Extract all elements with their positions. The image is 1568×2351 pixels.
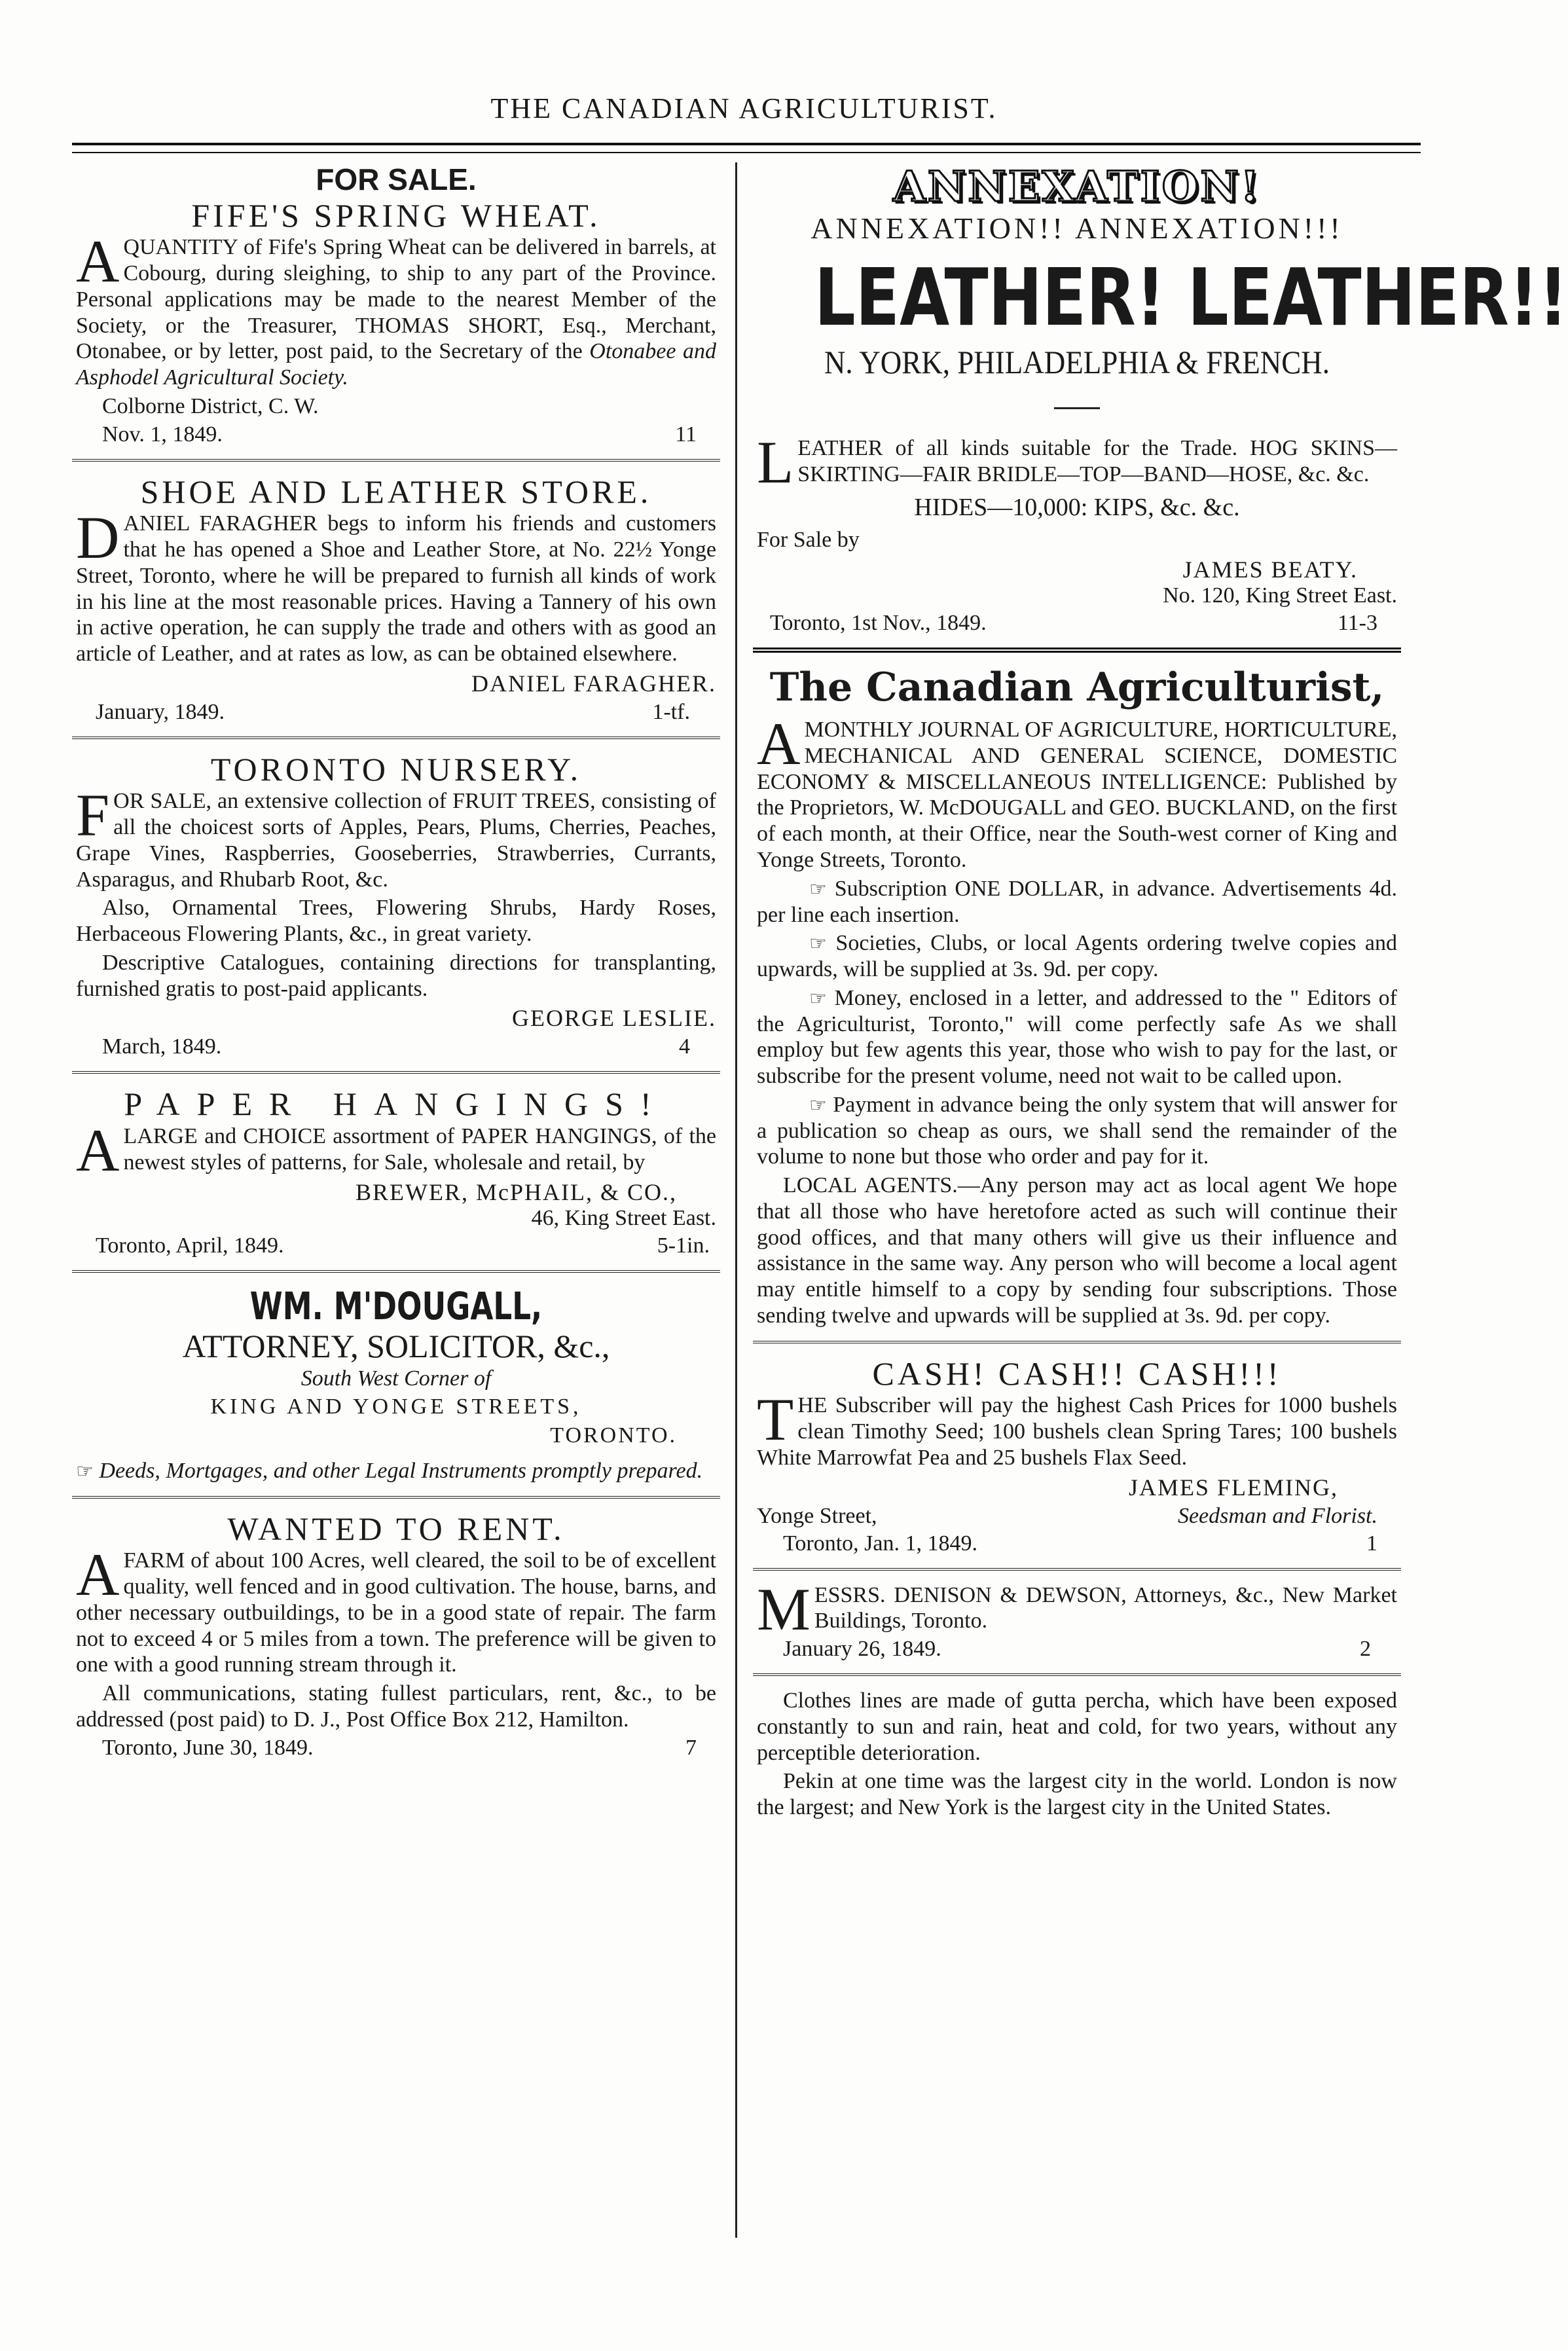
ad-separator — [753, 1568, 1401, 1571]
drop-cap: A — [76, 1116, 120, 1184]
ad-dateline: March, 1849. 4 — [102, 1034, 690, 1059]
journal-body: ☞ Subscription ONE DOLLAR, in advance. Advertisements 4d. per line each insertion. — [757, 876, 1398, 927]
ad-shoe-leather-store — [72, 473, 720, 725]
ad-subheading: ANNEXATION!! ANNEXATION!!! — [811, 211, 1343, 245]
ad-body: Descriptive Catalogues, containing directions for transplanting, furnished gratis to post-paid applicants. — [76, 950, 716, 1001]
ad-dateline: Toronto, April, 1849. 5-1in. — [96, 1233, 710, 1258]
ad-mcdougall — [72, 1285, 720, 1484]
ad-heading: SHOE AND LEATHER STORE. — [140, 473, 652, 510]
ad-signature: JAMES FLEMING, — [1128, 1474, 1338, 1501]
ad-separator — [72, 1270, 720, 1273]
ad-body: All communications, stating fullest particulars, rent, &c., to be addressed (post paid) to D. J., Post Office Box 212, Hamilton. — [76, 1681, 716, 1732]
journal-body: ☞ Payment in advance being the only system that will answer for a publication so cheap as ours, we shall send the remainder of the volume to none but those who order and pay for it. — [757, 1092, 1397, 1169]
ad-heading: PAPER HANGINGS! — [124, 1085, 668, 1123]
ad-district: Colborne District, C. W. — [102, 393, 319, 418]
ad-heading: WANTED TO RENT. — [227, 1510, 565, 1547]
ad-body: Also, Ornamental Trees, Flowering Shrubs, Hardy Roses, Herbaceous Flowering Plants, &c., in great variety. — [76, 896, 716, 947]
journal-body: AMONTHLY JOURNAL OF AGRICULTURE, HORTICULTURE, MECHANICAL AND GENERAL SCIENCE, DOMESTIC ECONOMY & MISCELLANEOUS INTELLIGENCE: Published by the Proprietors, W. McDOUGALL and GEO. BUCKLAND, on the first of each month, at their Office, near the South-west corner of King and Yonge Streets, Toronto. — [757, 710, 1398, 872]
journal-body: ☞ Societies, Clubs, or local Agents ordering twelve copies and upwards, will be supplied at 3s. 9d. per copy. — [757, 931, 1398, 982]
ad-signature: BREWER, McPHAIL, & CO., — [356, 1178, 677, 1205]
ad-body: ALARGE and CHOICE assortment of PAPER HANGINGS, of the newest styles of patterns, for Sale, wholesale and retail, by — [76, 1116, 716, 1184]
right-column — [753, 162, 1568, 1821]
drop-cap: M — [757, 1575, 811, 1643]
misc-note: Pekin at one time was the largest city in the world. London is now the largest; and New York is the largest city in the United States. — [757, 1769, 1397, 1820]
short-rule — [1054, 407, 1100, 409]
pointing-hand-icon: ☞ — [809, 1093, 827, 1117]
journal-title: The Canadian Agriculturist, — [769, 665, 1385, 711]
ad-signature: DANIEL FARAGHER. — [471, 670, 716, 697]
ad-body: THE Subscriber will pay the highest Cash Prices for 1000 bushels clean Timothy Seed; 100 bushels clean Spring Tares; 100 bushels White Marrowfat Pea and 25 bushels Flax Seed. — [757, 1386, 1397, 1470]
ad-body: AFARM of about 100 Acres, well cleared, the soil to be of excellent quality, well fenced and in good cultivation. The house, barns, and other necessary outbuildings, to be in a good state of repair. The farm not to exceed 4 or 5 miles from a town. The preference will be given to one with a good running stream through it. — [76, 1541, 716, 1677]
ad-body: AQUANTITY of Fife's Spring Wheat can be delivered in barrels, at Cobourg, during sleighing, to ship to any part of the Province. Personal applications may be made to the nearest Member of the Society, or the Treasurer, THOMAS SHORT, Esq., Merchant, Otonabee, or by letter, post paid, to the Secretary of the Otonabee and Asphodel Agricultural Society. — [76, 228, 717, 390]
column-divider — [735, 162, 737, 2238]
running-head: THE CANADIAN AGRICULTURIST. — [490, 92, 998, 124]
ad-note: ☞ Deeds, Mortgages, and other Legal Instruments promptly prepared. — [76, 1458, 703, 1483]
ad-heading: TORONTO NURSERY. — [210, 750, 582, 788]
ad-separator — [72, 459, 720, 462]
drop-cap: L — [757, 429, 794, 496]
ad-separator — [753, 1673, 1401, 1676]
drop-cap: A — [757, 710, 801, 778]
ad-subheading: FIFE'S SPRING WHEAT. — [191, 196, 601, 234]
ad-body: LEATHER of all kinds suitable for the Trade. HOG SKINS—SKIRTING—FAIR BRIDLE—TOP—BAND—HOSE, &c. &c. — [757, 429, 1397, 496]
ad-separator — [72, 1496, 720, 1499]
ad-dateline: Nov. 1, 1849. 11 — [102, 422, 697, 447]
ad-dateline: Toronto, June 30, 1849. 7 — [102, 1735, 697, 1760]
left-column — [72, 162, 720, 1760]
pointing-hand-icon: ☞ — [809, 877, 827, 901]
drop-cap: T — [757, 1386, 794, 1453]
ad-separator — [753, 647, 1401, 653]
ad-dateline: January 26, 1849. 2 — [783, 1637, 1371, 1662]
miscellany — [753, 1688, 1401, 1821]
pointing-hand-icon: ☞ — [76, 1459, 94, 1483]
ad-heading: WM. M'DOUGALL, — [249, 1283, 543, 1328]
journal-body: LOCAL AGENTS.—Any person may act as local agent We hope that all those who have heretofore acted as such will continue their good offices, and that many others will give us their influence and assistance in the same way. Any person who will become a local agent may entitle himself to a copy by sending four subscriptions. Those sending twelve and upwards will be supplied at 3s. 9d. per copy. — [757, 1173, 1397, 1328]
ad-dateline: Toronto, 1st Nov., 1849. 11-3 — [770, 611, 1377, 636]
ad-heading: FOR SALE. — [316, 162, 477, 196]
ad-fife-spring-wheat — [72, 162, 720, 447]
ad-wanted-to-rent — [72, 1510, 720, 1760]
ad-body: FOR SALE, an extensive collection of FRUIT TREES, consisting of all the choicest sorts of Apples, Pears, Plums, Cherries, Peaches, Grape Vines, Raspberries, Gooseberries, Strawberries, Currants, Asparagus, and Rhubarb Root, &c. — [76, 782, 716, 892]
journal-body: ☞ Money, enclosed in a letter, and addressed to the " Editors of the Agriculturist, Toronto," will come perfectly safe As we shall employ but few agents this year, those who wish to pay for the last, or subscribe for the present volume, need not wait to be called upon. — [757, 985, 1397, 1089]
ad-origins: N. YORK, PHILADELPHIA & FRENCH. — [824, 343, 1330, 380]
ad-heading: ANNEXATION! — [893, 162, 1261, 211]
ad-cash — [753, 1355, 1401, 1556]
ad-leather — [753, 162, 1568, 636]
drop-cap: A — [76, 228, 120, 295]
ad-paper-hangings — [72, 1085, 720, 1258]
ad-for-sale: For Sale by — [757, 528, 860, 553]
header-rule — [72, 143, 1421, 153]
ad-subheading: ATTORNEY, SOLICITOR, &c., — [182, 1328, 610, 1365]
ad-body: MESSRS. DENISON & DEWSON, Attorneys, &c., New Market Buildings, Toronto. — [757, 1575, 1397, 1643]
ad-dateline: Toronto, Jan. 1, 1849. 1 — [783, 1531, 1377, 1556]
ad-toronto-nursery — [72, 751, 720, 1060]
ad-denison-dewson — [753, 1575, 1401, 1662]
journal-notice — [753, 665, 1401, 1329]
ad-signature: GEORGE LESLIE. — [512, 1005, 716, 1032]
ad-street-line: Yonge Street, Seedsman and Florist. — [757, 1503, 1377, 1528]
ad-location: KING AND YONGE STREETS, — [210, 1394, 582, 1419]
ad-address: 46, King Street East. — [531, 1205, 716, 1230]
ad-location: South West Corner of — [301, 1366, 492, 1391]
pointing-hand-icon: ☞ — [809, 932, 827, 956]
drop-cap: D — [76, 504, 120, 572]
ad-signature: JAMES BEATY. — [1182, 556, 1358, 583]
ad-hides: HIDES—10,000: KIPS, &c. &c. — [914, 493, 1240, 521]
ad-address: No. 120, King Street East. — [1163, 583, 1397, 608]
drop-cap: A — [76, 1541, 120, 1609]
ad-separator — [72, 737, 720, 739]
ad-dateline: January, 1849. 1-tf. — [96, 699, 690, 724]
ad-body: DANIEL FARAGHER begs to inform his friends and customers that he has opened a Shoe and Leather Store, at No. 22½ Yonge Street, Toronto, where he will be prepared to furnish all kinds of work in his line at the most reasonable prices. Having a Tannery of his own in active operation, he can supply the trade and others with as good an article of Leather, and at rates as low, as can be obtained elsewhere. — [76, 504, 716, 666]
ad-heading: CASH! CASH!! CASH!!! — [872, 1355, 1282, 1392]
ad-separator — [72, 1071, 720, 1074]
drop-cap: F — [76, 782, 110, 849]
ad-city: TORONTO. — [550, 1423, 677, 1448]
society-name: Otonabee and Asphodel Agricultural Society. — [76, 339, 717, 390]
pointing-hand-icon: ☞ — [809, 987, 827, 1010]
misc-note: Clothes lines are made of gutta percha, which have been exposed constantly to sun and rain, heat and cold, for two years, without any perceptible deterioration. — [757, 1688, 1397, 1765]
ad-leather-banner: LEATHER! LEATHER!! — [814, 252, 1568, 344]
ad-separator — [753, 1341, 1401, 1343]
